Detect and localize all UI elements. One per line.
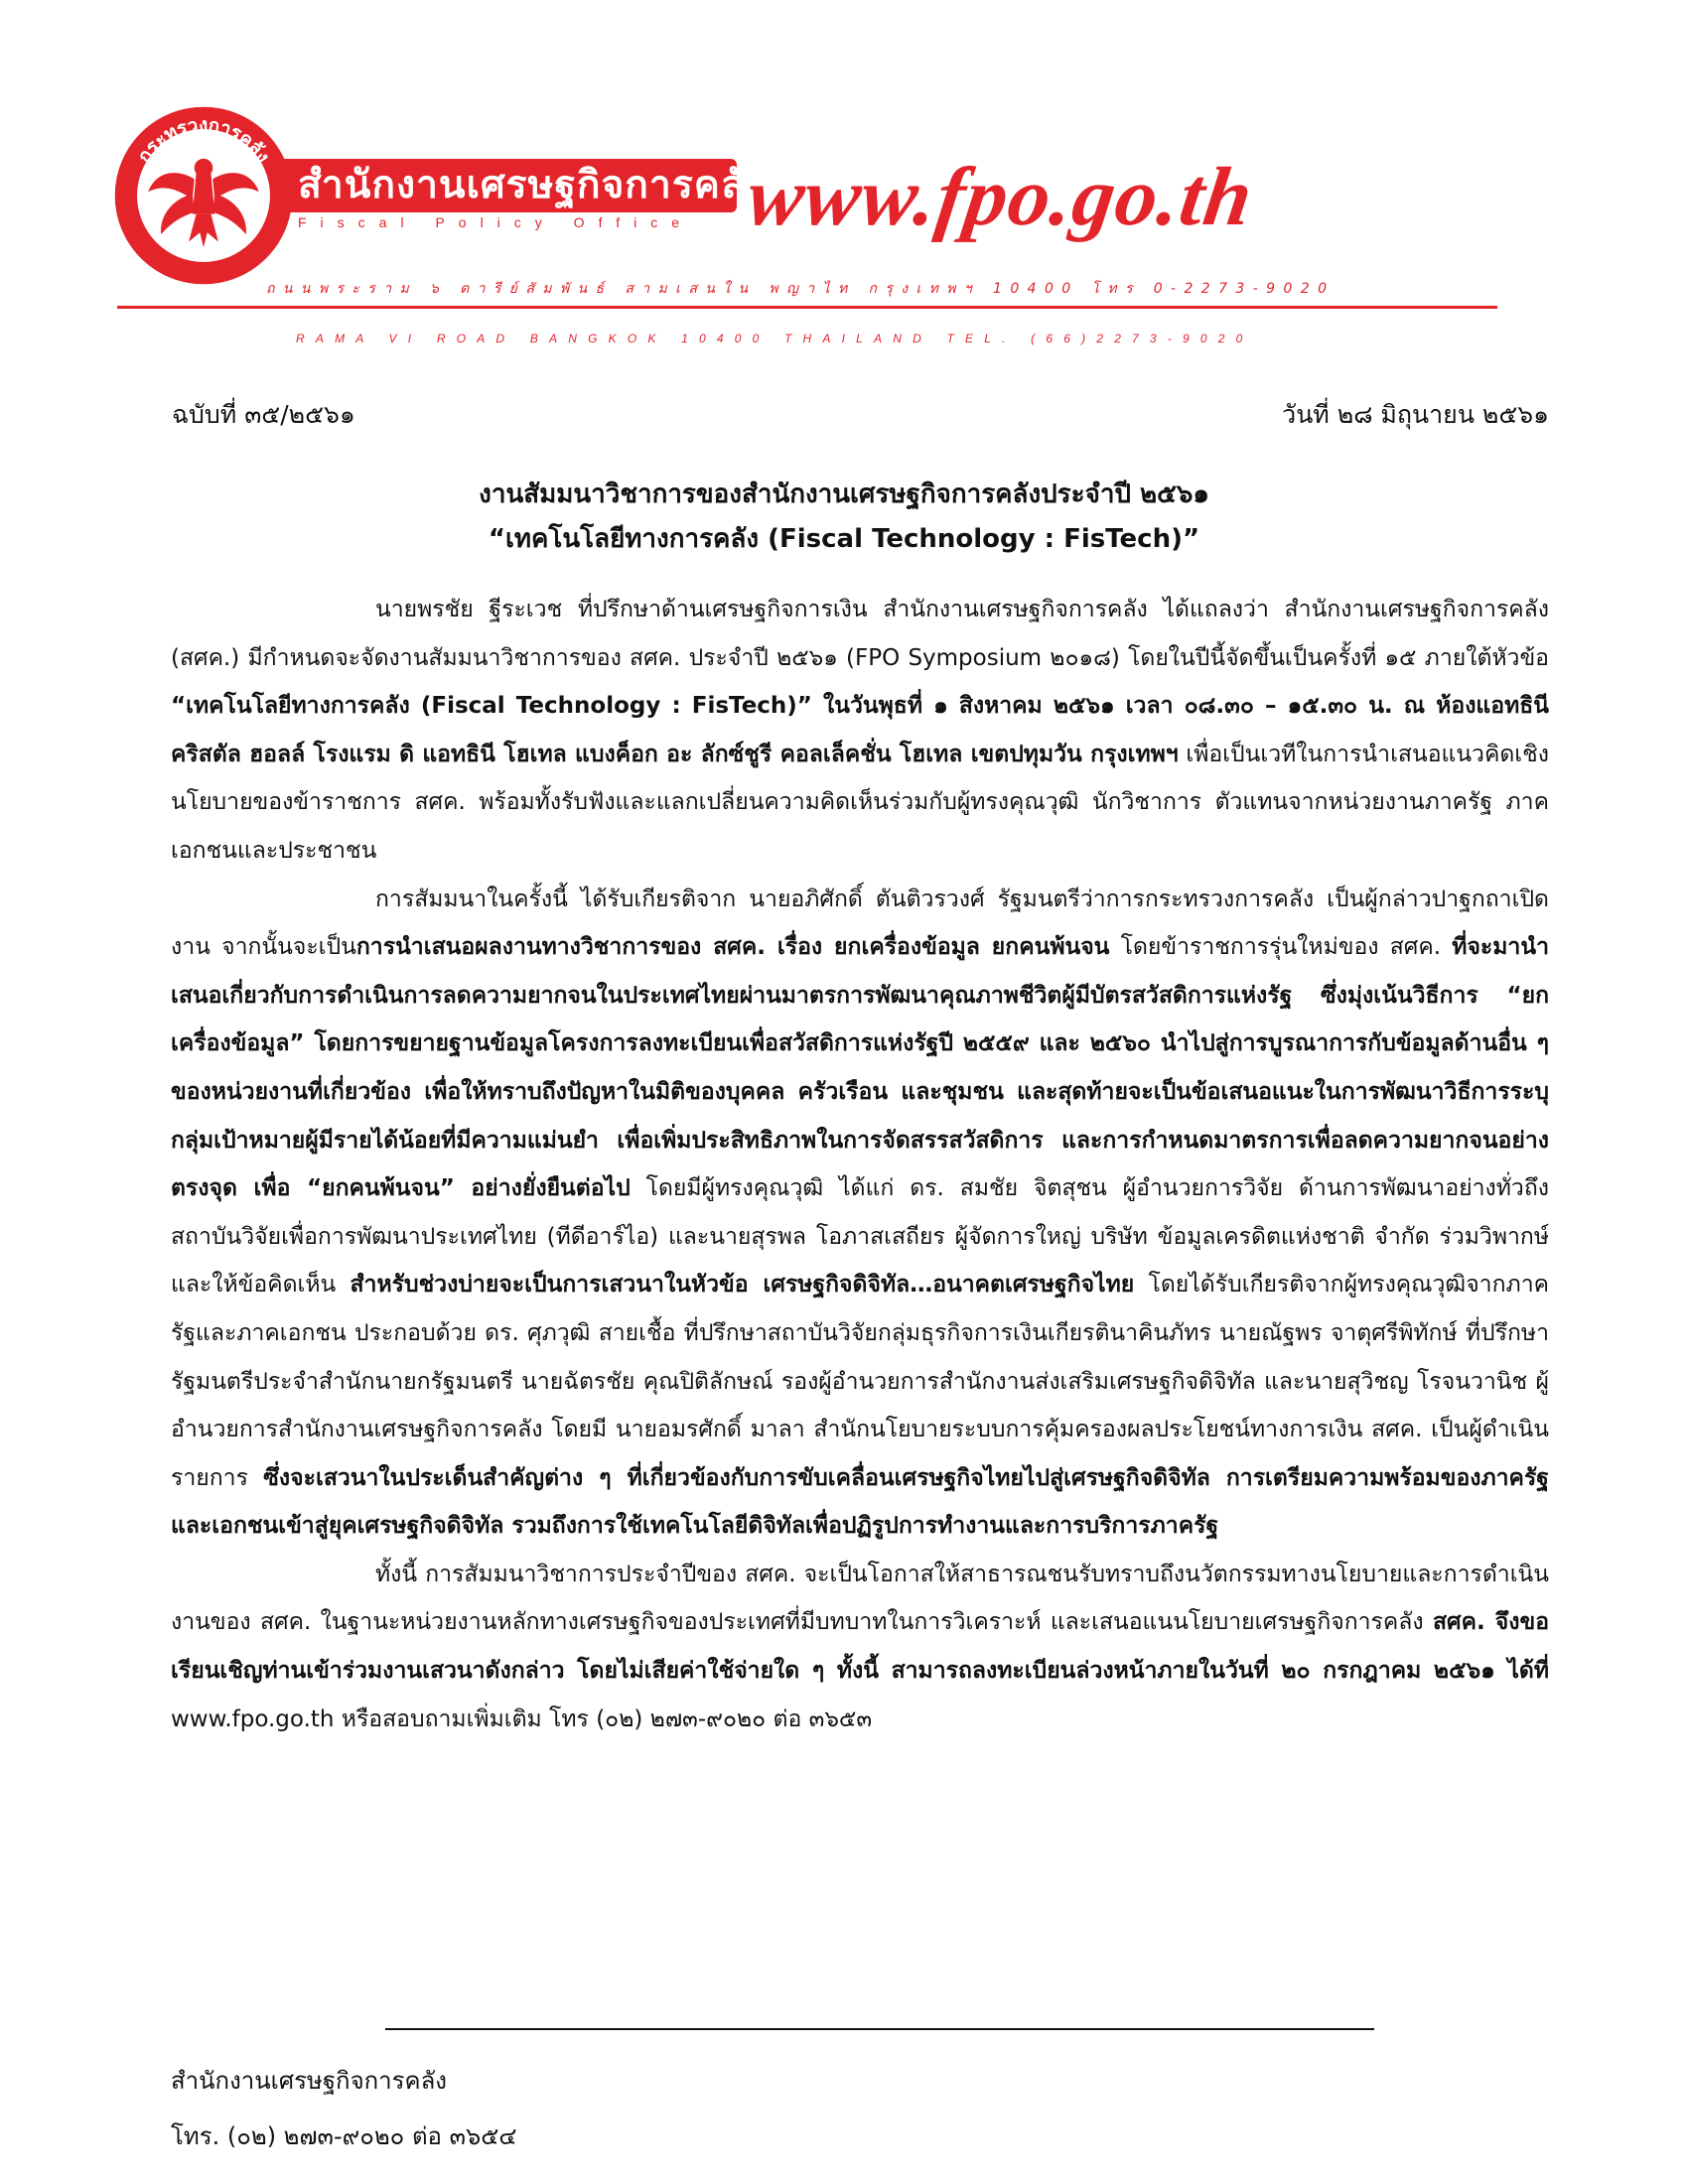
- p2-text-4: โดยได้รับเกียรติจากผู้ทรงคุณวุฒิจากภาครัฐและภาคเอกชน ประกอบด้วย ดร. ศุภวุฒิ สายเชื้อ ที่ปรึกษาสถาบันวิจัยกลุ่มธุรกิจการเงินเกียรตินาคินภัทร นายณัฐพร จาตุศรีพิทักษ์ ที่ปรึกษารัฐมนตรีประจำสำนักนายกรัฐมนตรี นายฉัตรชัย คุณปิติลักษณ์ รองผู้อำนวยการสำนักงานส่งเสริมเศรษฐกิจดิจิทัล และนายสุวิชญ โรจนวานิช ผู้อำนวยการสำนักงานเศรษฐกิจการคลัง โดยมี นายอมรศักดิ์ มาลา สำนักนโยบายระบบการคุ้มครองผลประโยชน์ทางการเงิน สศค. เป็นผู้ดำเนินรายการ: [171, 1272, 1549, 1491]
- address-th: ถนนพระราม ๖ ตารีย์สัมพันธ์ สามเสนใน พญาไท กรุงเทพฯ 10400 โทร 0-2273-9020: [266, 281, 1336, 297]
- title-line-2: “เทคโนโลยีทางการคลัง (Fiscal Technology : FisTech)”: [488, 524, 1200, 554]
- p1-text-1: นายพรชัย ฐีระเวช ที่ปรึกษาด้านเศรษฐกิจการเงิน สำนักงานเศรษฐกิจการคลัง ได้แถลงว่า สำนักงานเศรษฐกิจการคลัง (สศค.) มีกำหนดจะจัดงานสัมมนาวิชาการของ สศค. ประจำปี ๒๕๖๑ (FPO Symposium ๒๐๑๘) โดยในปีนี้จัดขึ้นเป็นครั้งที่ ๑๕ ภายใต้หัวข้อ: [171, 597, 1549, 671]
- paragraph-3: [171, 1551, 1549, 1743]
- paragraph-1: [171, 586, 1549, 876]
- p3-bold-1: สศค. จึงขอเรียนเชิญท่านเข้าร่วมงานเสวนาดังกล่าว โดยไม่เสียค่าใช้จ่ายใด ๆ ทั้งนี้ สามารถลงทะเบียนล่วงหน้าภายในวันที่ ๒๐ กรกฎาคม ๒๕๖๑ ได้ที่: [171, 1609, 1550, 1685]
- press-release-body: [171, 586, 1549, 1743]
- press-release-title: [139, 473, 1549, 562]
- footer-org: สำนักงานเศรษฐกิจการคลัง: [171, 2067, 448, 2095]
- website-logo: www.fpo.go.th: [742, 151, 1259, 243]
- paragraph-2: [171, 876, 1549, 1551]
- p2-text-3: โดยมีผู้ทรงคุณวุฒิ ได้แก่ ดร. สมชัย จิตสุชน ผู้อำนวยการวิจัย ด้านการพัฒนาอย่างทั่วถึง สถาบันวิจัยเพื่อการพัฒนาประเทศไทย (ทีดีอาร์ไอ) และนายสุรพล โอภาสเสถียร ผู้จัดการใหญ่ บริษัท ข้อมูลเครดิตแห่งชาติ จำกัด ร่วมวิพากษ์และให้ข้อคิดเห็น: [171, 1175, 1549, 1298]
- p1-text-2: เพื่อเป็นเวทีในการนำเสนอแนวคิดเชิงนโยบายของข้าราชการ สศค. พร้อมทั้งรับฟังและแลกเปลี่ยนความคิดเห็นร่วมกับผู้ทรงคุณวุฒิ นักวิชาการ ตัวแทนจากหน่วยงานภาครัฐ ภาคเอกชนและประชาชน: [171, 741, 1549, 864]
- p2-bold-1: การนำเสนอผลงานทางวิชาการของ สศค. เรื่อง ยกเครื่องข้อมูล ยกคนพ้นจน: [355, 934, 1110, 961]
- p3-text-2: www.fpo.go.th หรือสอบถามเพิ่มเติม โทร (๐๒) ๒๗๓-๙๐๒๐ ต่อ ๓๖๕๓: [171, 1706, 873, 1732]
- agency-name-th: สำนักงานเศรษฐกิจการคลัง: [298, 163, 766, 207]
- p2-text-1: การสัมมนาในครั้งนี้ ได้รับเกียรติจาก นายอภิศักดิ์ ตันติวรวงศ์ รัฐมนตรีว่าการกระทรวงการคลัง เป็นผู้กล่าวปาฐกถาเปิดงาน จากนั้นจะเป็น: [171, 886, 1549, 961]
- p2-bold-2: ที่จะมานำเสนอเกี่ยวกับการดำเนินการลดความยากจนในประเทศไทยผ่านมาตรการพัฒนาคุณภาพชีวิตผู้มีบัตรสวัสดิการแห่งรัฐ ซึ่งมุ่งเน้นวิธีการ “ยกเครื่องข้อมูล” โดยการขยายฐานข้อมูลโครงการลงทะเบียนเพื่อสวัสดิการแห่งรัฐปี ๒๕๕๙ และ ๒๕๖๐ นำไปสู่การบูรณาการกับข้อมูลด้านอื่น ๆ ของหน่วยงานที่เกี่ยวข้อง เพื่อให้ทราบถึงปัญหาในมิติของบุคคล ครัวเรือน และชุมชน และสุดท้ายจะเป็นข้อเสนอแนะในการพัฒนาวิธีการระบุกลุ่มเป้าหมายผู้มีรายได้น้อยที่มีความแม่นยำ เพื่อเพิ่มประสิทธิภาพในการจัดสรรสวัสดิการ และการกำหนดมาตรการเพื่อลดความยากจนอย่างตรงจุด เพื่อ “ยกคนพ้นจน” อย่างยั่งยืนต่อไป: [171, 934, 1549, 1202]
- title-line-1: งานสัมมนาวิชาการของสำนักงานเศรษฐกิจการคลังประจำปี ๒๕๖๑: [479, 479, 1209, 509]
- footer-rule: [385, 2028, 1374, 2030]
- letterhead-rule: [117, 306, 1497, 309]
- p3-text-1: ทั้งนี้ การสัมมนาวิชาการประจำปีของ สศค. จะเป็นโอกาสให้สาธารณชนรับทราบถึงนวัตกรรมทางนโยบายและการดำเนินงานของ สศค. ในฐานะหน่วยงานหลักทางเศรษฐกิจของประเทศที่มีบทบาทในการวิเคราะห์ และเสนอแนนโยบายเศรษฐกิจการคลัง: [171, 1561, 1549, 1636]
- agency-name-en: Fiscal Policy Office: [298, 214, 693, 230]
- p1-bold-1: “เทคโนโลยีทางการคลัง (Fiscal Technology : FisTech)” ในวันพุธที่ ๑ สิงหาคม ๒๕๖๑ เวลา ๐๘.๓๐ – ๑๕.๓๐ น. ณ ห้องแอทธินี คริสตัล ฮอลล์ โรงแรม ดิ แอทธินี โฮเทล แบงค็อก อะ ลักซ์ชูรี คอลเล็คชั่น โฮเทล เขตปทุมวัน กรุงเทพฯ: [171, 693, 1549, 767]
- address-en: RAMA VI ROAD BANGKOK 10400 THAILAND TEL. (66)2273-9020: [296, 332, 1254, 345]
- garuda-seal-logo: [111, 103, 296, 288]
- issue-number: ฉบับที่ ๓๕/๒๕๖๑: [172, 400, 355, 429]
- letterhead: [0, 0, 1688, 357]
- issue-date: วันที่ ๒๘ มิถุนายน ๒๕๖๑: [1282, 400, 1549, 429]
- p2-bold-3: สำหรับช่วงบ่ายจะเป็นการเสวนาในหัวข้อ เศรษฐกิจดิจิทัล…อนาคตเศรษฐกิจไทย: [350, 1272, 1135, 1298]
- footer-contact: [171, 2053, 517, 2164]
- p2-bold-4: ซึ่งจะเสวนาในประเด็นสำคัญต่าง ๆ ที่เกี่ยวข้องกับการขับเคลื่อนเศรษฐกิจไทยไปสู่เศรษฐกิจดิจิทัล การเตรียมความพร้อมของภาครัฐและเอกชนเข้าสู่ยุคเศรษฐกิจดิจิทัล รวมถึงการใช้เทคโนโลยีดิจิทัลเพื่อปฏิรูปการทำงานและการบริการภาครัฐ: [171, 1464, 1549, 1540]
- p2-text-2: โดยข้าราชการรุ่นใหม่ของ สศค.: [1109, 934, 1453, 961]
- seal-text: กระทรวงการคลัง: [133, 114, 274, 167]
- footer-tel: โทร. (๐๒) ๒๗๓-๙๐๒๐ ต่อ ๓๖๕๔: [171, 2122, 517, 2150]
